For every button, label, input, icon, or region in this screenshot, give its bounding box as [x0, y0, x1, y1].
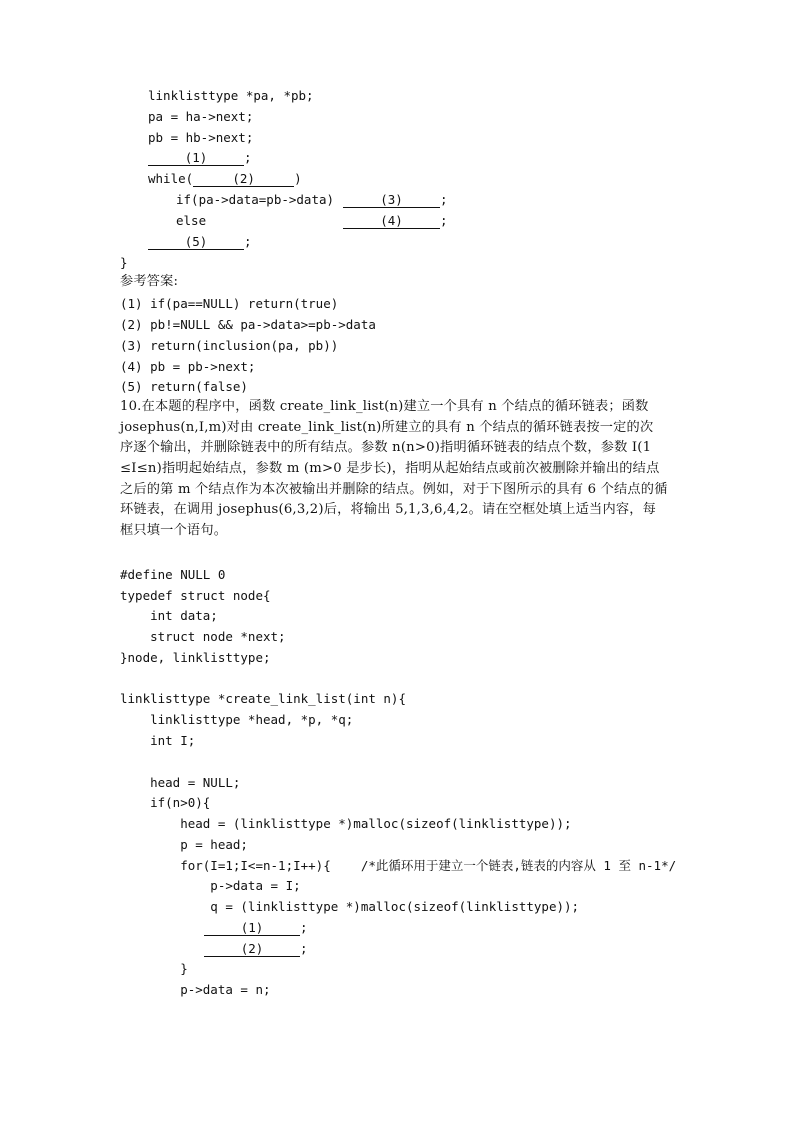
- if-line: if(pa->data=pb->data): [176, 192, 335, 207]
- question-line: josephus(n,I,m)对由 create_link_list(n)所建立的具有 n 个结点的循环链表按一定的次: [120, 420, 654, 435]
- else-line: else: [176, 213, 207, 228]
- code-line: head = NULL;: [120, 775, 241, 790]
- answer-item: (4) pb = pb->next;: [120, 359, 256, 374]
- fill-blank-3[interactable]: (3): [343, 192, 440, 208]
- blank-line-1: (1) ;: [148, 149, 252, 166]
- code-line: pa = ha->next;: [148, 109, 254, 124]
- inner-blank-line-1: (1) ;: [204, 919, 308, 936]
- answer-item: (5) return(false): [120, 379, 248, 394]
- question-line: 之后的第 m 个结点作为本次被输出并删除的结点。例如，对于下图所示的具有 6 个结点的循: [120, 482, 668, 497]
- code-line: if(n>0){: [120, 795, 211, 810]
- answer-item: (1) if(pa==NULL) return(true): [120, 296, 339, 311]
- inner-fill-blank-2[interactable]: (2): [204, 941, 300, 957]
- code-line: for(I=1;I<=n-1;I++){ /*此循环用于建立一个链表,链表的内容从 1 至 n-1*/: [120, 858, 677, 873]
- code-line: p = head;: [120, 837, 248, 852]
- code-line: struct node *next;: [120, 629, 286, 644]
- question-line: 序逐个输出，并删除链表中的所有结点。参数 n(n>0)指明循环链表的结点个数，参数 I(1: [120, 440, 652, 455]
- fill-blank-2[interactable]: (2): [193, 171, 294, 187]
- inner-fill-blank-1[interactable]: (1): [204, 920, 300, 936]
- code-line: linklisttype *pa, *pb;: [148, 88, 314, 103]
- close-brace: }: [120, 255, 128, 270]
- answer-title: 参考答案:: [120, 274, 179, 289]
- blank-line-5: (5) ;: [148, 233, 252, 250]
- answer-item: (2) pb!=NULL && pa->data>=pb->data: [120, 317, 376, 332]
- question-line: 10.在本题的程序中，函数 create_link_list(n)建立一个具有 n 个结点的循环链表；函数: [120, 399, 649, 414]
- blank-line-3: (3) ;: [343, 191, 448, 208]
- question-line: ≤I≤n)指明起始结点，参数 m (m>0 是步长)，指明从起始结点或前次被删除并输出的结点: [120, 461, 660, 476]
- code-line: q = (linklisttype *)malloc(sizeof(linklisttype));: [120, 899, 580, 914]
- blank-line-4: (4) ;: [343, 212, 448, 229]
- code-line: }: [120, 961, 188, 976]
- code-line: pb = hb->next;: [148, 130, 254, 145]
- code-line: p->data = n;: [120, 982, 271, 997]
- code-line: p->data = I;: [120, 878, 301, 893]
- fill-blank-1[interactable]: (1): [148, 150, 244, 166]
- code-line: }node, linklisttype;: [120, 650, 271, 665]
- answer-item: (3) return(inclusion(pa, pb)): [120, 338, 339, 353]
- question-line: 框只填一个语句。: [120, 523, 228, 538]
- code-line: typedef struct node{: [120, 588, 271, 603]
- fill-blank-4[interactable]: (4): [343, 213, 440, 229]
- code-line: int data;: [120, 608, 218, 623]
- inner-blank-line-2: (2) ;: [204, 940, 308, 957]
- fill-blank-5[interactable]: (5): [148, 234, 244, 250]
- code-line: #define NULL 0: [120, 567, 226, 582]
- code-line: int I;: [120, 733, 196, 748]
- code-line: linklisttype *head, *p, *q;: [120, 712, 354, 727]
- code-line: linklisttype *create_link_list(int n){: [120, 691, 406, 706]
- question-line: 环链表，在调用 josephus(6,3,2)后，将输出 5,1,3,6,4,2。请在空框处填上适当内容，每: [120, 502, 656, 517]
- while-line: while( (2) ): [148, 171, 302, 186]
- code-line: head = (linklisttype *)malloc(sizeof(linklisttype));: [120, 816, 572, 831]
